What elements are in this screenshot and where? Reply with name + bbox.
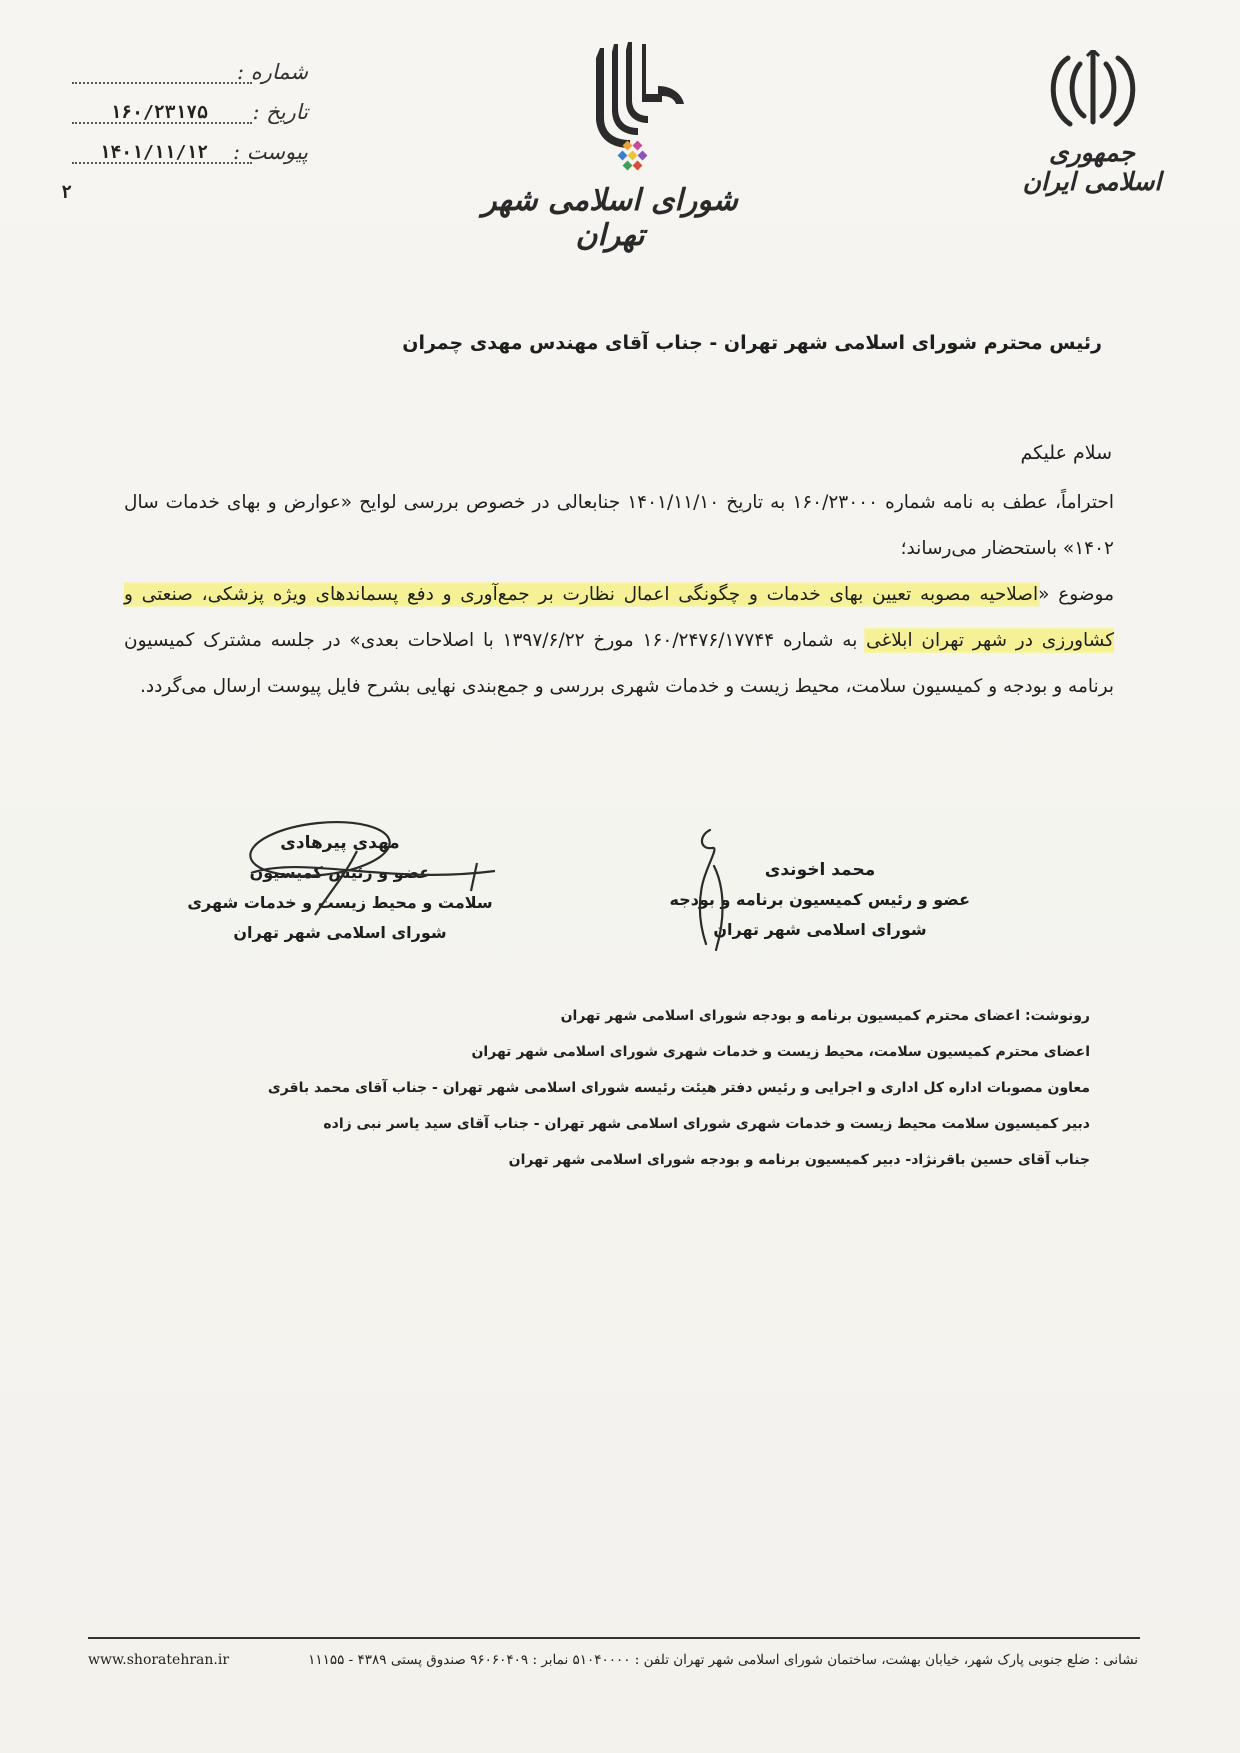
date-label: تاریخ : xyxy=(252,100,308,124)
iran-emblem-icon xyxy=(1038,50,1148,130)
signer-title-left-2: سلامت و محیط زیست و خدمات شهری xyxy=(187,893,493,912)
para2-rest: به شماره ۱۶۰/۲۴۷۶/۱۷۷۴۴ مورخ ۱۳۹۷/۶/۲۲ با اصلاحات بعدی» در جلسه مشترک کمیسیون برنامه و بودجه و کمیسیون سلامت، محیط زیست و خدمات شهری بررسی و جمع‌بندی نهایی بشرح فایل پیوست ارسال می‌گردد. xyxy=(124,630,1114,697)
date-value: ۱۴۰۱/۱۱/۱۲ xyxy=(99,142,208,163)
para2-prefix: موضوع « xyxy=(1038,584,1114,605)
signature-block-left xyxy=(185,828,495,948)
cc-line-2: اعضای محترم کمیسیون سلامت، محیط زیست و خدمات شهری شورای اسلامی شهر تهران xyxy=(471,1044,1090,1060)
recipient-line: رئیس محترم شورای اسلامی شهر تهران - جناب آقای مهندس مهدی چمران xyxy=(402,332,1102,354)
attachment-row xyxy=(58,140,308,203)
signer-title-right-2: شورای اسلامی شهر تهران xyxy=(713,920,927,939)
signer-name-left: مهدی پیرهادی xyxy=(280,833,400,853)
body-paragraph-1: احتراماً، عطف به نامه شماره ۱۶۰/۲۳۰۰۰ به تاریخ ۱۴۰۱/۱۱/۱۰ جنابعالی در خصوص بررسی لوایح «عوارض و بهای خدمات سال ۱۴۰۲» باستحضار می‌رساند؛ xyxy=(124,492,1114,559)
greeting: سلام علیکم xyxy=(1020,442,1112,464)
cc-list xyxy=(268,998,1090,1178)
highlighted-subject: اصلاحیه مصوبه تعیین بهای خدمات و چگونگی اعمال نظارت بر جمع‌آوری و دفع پسماندهای ویژه پزشکی، صنعتی و کشاورزی در شهر تهران ابلاغی xyxy=(124,584,1115,651)
signature-block-right xyxy=(670,855,970,945)
number-value: ۱۶۰/۲۳۱۷۵ xyxy=(110,102,208,123)
cc-line-3: معاون مصوبات اداره کل اداری و اجرایی و رئیس دفتر هیئت رئیسه شورای اسلامی شهر تهران - جناب آقای محمد باقری xyxy=(267,1080,1090,1096)
tehran-council-logo-icon xyxy=(560,38,700,178)
signer-title-right-1: عضو و رئیس کمیسیون برنامه و بودجه xyxy=(669,890,970,909)
letter-body xyxy=(124,480,1114,710)
attachment-dots xyxy=(72,162,252,164)
signer-name-right: محمد اخوندی xyxy=(764,860,876,880)
footer-divider xyxy=(88,1637,1140,1639)
footer-website: www.shoratehran.ir xyxy=(88,1652,230,1668)
letter-metadata xyxy=(58,60,308,210)
date-dots xyxy=(72,122,252,124)
signer-title-left-3: شورای اسلامی شهر تهران xyxy=(233,923,447,942)
body-paragraph-2 xyxy=(124,572,1114,710)
cc-line-5: جناب آقای حسین باقرنژاد- دبیر کمیسیون برنامه و بودجه شورای اسلامی شهر تهران xyxy=(508,1152,1090,1168)
cc-line-4: دبیر کمیسیون سلامت محیط زیست و خدمات شهری شورای اسلامی شهر تهران - جناب آقای سید یاسر نبی زاده xyxy=(323,1116,1090,1132)
number-label: شماره : xyxy=(236,60,308,84)
attachment-value: ۲ xyxy=(61,182,72,203)
council-caption: شورای اسلامی شهر تهران xyxy=(482,183,738,253)
attachment-label: پیوست : xyxy=(233,140,308,164)
cc-line-1: رونوشت: اعضای محترم کمیسیون برنامه و بودجه شورای اسلامی شهر تهران xyxy=(560,1008,1090,1024)
footer-address: نشانی : ضلع جنوبی پارک شهر، خیابان بهشت، ساختمان شورای اسلامی شهر تهران تلفن : ۵۱۰۴۰۰۰۰ نمابر : ۹۶۰۶۰۴۰۹ صندوق پستی ۴۳۸۹ - ۱۱۱۵۵ xyxy=(308,1652,1138,1668)
number-dots xyxy=(72,82,252,84)
emblem-caption: جمهوری اسلامی ایران xyxy=(1022,138,1162,196)
signer-title-left-1: عضو و رئیس کمیسیون xyxy=(249,863,431,882)
